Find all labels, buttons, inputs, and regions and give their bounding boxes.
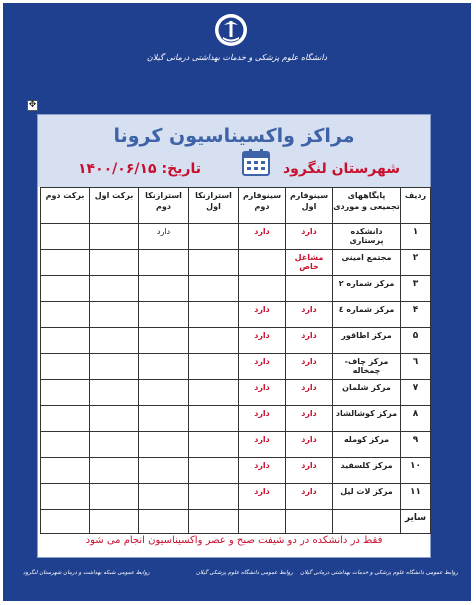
table-cell-idx: ٦ [401,354,431,380]
table-move-handle[interactable]: ✥ [28,100,37,110]
table-cell-astra2 [139,302,189,328]
table-cell-name: دانشکده پرستاری [333,224,401,250]
table-cell-sino2: دارد [239,432,286,458]
table-row [41,432,431,458]
table-row [41,380,431,406]
table-cell-name [333,510,401,534]
table-cell-name: مرکز شماره ۲ [333,276,401,302]
table-cell-astra1 [189,250,239,276]
date-label: تاریخ: ۱۴۰۰/۰۶/۱۵ [78,161,201,177]
table-cell-sino1: دارد [286,484,333,510]
column-header-astrazeneca-2: استرازنکا دوم [139,188,189,224]
table-cell-barekat1 [90,302,139,328]
table-cell-name: مرکز شلمان [333,380,401,406]
table-row [41,224,431,250]
footer-credit-right: روابط عمومی دانشگاه علوم پزشکی و خدمات بهداشتی درمانی گیلان [300,570,458,576]
table-cell-sino1 [286,510,333,534]
table-cell-sino1: دارد [286,406,333,432]
table-cell-barekat2 [41,510,90,534]
table-cell-sino1: دارد [286,380,333,406]
footer-credit-left: روابط عمومی شبکه بهداشت و درمان شهرستان لنگرود [23,570,150,576]
calendar-icon [241,147,271,177]
table-cell-name: مرکز چاف-چمخاله [333,354,401,380]
table-cell-barekat1 [90,484,139,510]
table-row [41,458,431,484]
column-header-centers: پایگاههای تجمیعی و موردی [333,188,401,224]
table-cell-astra2 [139,406,189,432]
table-cell-barekat1 [90,354,139,380]
table-cell-name: مرکز کومله [333,432,401,458]
table-cell-sino2: دارد [239,302,286,328]
table-cell-barekat2 [41,380,90,406]
table-cell-barekat2 [41,328,90,354]
table-cell-astra1 [189,276,239,302]
city-label: شهرستان لنگرود [283,161,400,177]
vaccination-centers-table [40,187,431,534]
table-cell-sino2: دارد [239,406,286,432]
table-cell-idx: ۸ [401,406,431,432]
university-logo-icon [214,13,248,47]
table-row [41,510,431,534]
table-cell-astra1 [189,302,239,328]
table-cell-astra2 [139,354,189,380]
column-header-sinopharm-1: سینوفارم اول [286,188,333,224]
table-cell-idx: ۵ [401,328,431,354]
table-cell-astra1 [189,510,239,534]
table-row [41,354,431,380]
table-cell-sino2: دارد [239,380,286,406]
table-header-row [41,188,431,224]
table-cell-astra2 [139,380,189,406]
table-cell-barekat2 [41,354,90,380]
table-cell-barekat2 [41,276,90,302]
table-cell-sino1: مشاغل خاص [286,250,333,276]
table-cell-idx: ۴ [401,302,431,328]
table-cell-name: مرکز کلسفید [333,458,401,484]
table-row [41,328,431,354]
table-cell-astra2 [139,276,189,302]
table-cell-sino1: دارد [286,328,333,354]
table-cell-idx: ۱۰ [401,458,431,484]
poster-sheet [37,114,431,558]
table-cell-idx: ۱۱ [401,484,431,510]
title-band [38,115,430,187]
table-cell-astra1 [189,432,239,458]
table-cell-astra1 [189,224,239,250]
table-cell-sino2 [239,510,286,534]
table-cell-astra2: دارد [139,224,189,250]
table-row [41,250,431,276]
table-cell-barekat1 [90,510,139,534]
table-cell-idx: ۷ [401,380,431,406]
table-body [41,224,431,534]
table-cell-astra2 [139,250,189,276]
table-row [41,484,431,510]
table-cell-astra2 [139,458,189,484]
university-name: دانشگاه علوم پزشکی و خدمات بهداشتی درمانی گیلان [146,53,328,62]
table-cell-barekat1 [90,406,139,432]
table-cell-idx: ۹ [401,432,431,458]
table-cell-barekat2 [41,250,90,276]
table-cell-barekat1 [90,224,139,250]
table-cell-name: مرکز اطاقور [333,328,401,354]
table-cell-sino1: دارد [286,458,333,484]
table-cell-astra2 [139,328,189,354]
table-cell-astra2 [139,432,189,458]
table-cell-sino2: دارد [239,484,286,510]
table-cell-barekat1 [90,380,139,406]
table-cell-astra2 [139,484,189,510]
table-cell-barekat1 [90,328,139,354]
column-header-barekat-2: برکت دوم [41,188,90,224]
table-cell-sino2: دارد [239,224,286,250]
column-header-row-number: ردیف [401,188,431,224]
footer-credit-middle: روابط عمومی دانشگاه علوم پزشکی گیلان [196,570,293,576]
table-cell-sino1 [286,276,333,302]
table-cell-barekat1 [90,250,139,276]
table-row [41,276,431,302]
column-header-barekat-1: برکت اول [90,188,139,224]
table-cell-idx: ۳ [401,276,431,302]
table-cell-barekat1 [90,432,139,458]
page-title: مراکز واکسیناسیون کرونا [113,125,355,147]
table-cell-astra2 [139,510,189,534]
table-cell-astra1 [189,354,239,380]
table-cell-name: مرکز کوشالشاد [333,406,401,432]
footnote: فقط در دانشکده در دو شیفت صبح و عصر واکسیناسیون انجام می شود [85,535,383,546]
table-cell-barekat2 [41,432,90,458]
table-cell-barekat2 [41,458,90,484]
table-cell-sino1: دارد [286,432,333,458]
table-cell-astra1 [189,328,239,354]
table-cell-sino2 [239,276,286,302]
table-cell-barekat2 [41,484,90,510]
table-cell-name: مرکز شماره ٤ [333,302,401,328]
table-row [41,406,431,432]
table-cell-sino1: دارد [286,302,333,328]
table-cell-barekat2 [41,224,90,250]
column-header-sinopharm-2: سینوفارم دوم [239,188,286,224]
table-cell-idx: سایر [401,510,431,534]
table-cell-sino2: دارد [239,328,286,354]
table-cell-astra1 [189,406,239,432]
table-cell-idx: ۲ [401,250,431,276]
table-row [41,302,431,328]
table-cell-sino1: دارد [286,224,333,250]
table-cell-astra1 [189,458,239,484]
table-cell-sino2 [239,250,286,276]
column-header-astrazeneca-1: استرازنکا اول [189,188,239,224]
table-cell-barekat1 [90,276,139,302]
table-cell-sino1: دارد [286,354,333,380]
table-cell-name: مجتمع امینی [333,250,401,276]
table-cell-barekat2 [41,406,90,432]
table-cell-name: مرکز لات لیل [333,484,401,510]
table-cell-barekat1 [90,458,139,484]
table-cell-sino2: دارد [239,458,286,484]
table-cell-astra1 [189,380,239,406]
table-cell-idx: ۱ [401,224,431,250]
table-cell-sino2: دارد [239,354,286,380]
table-cell-astra1 [189,484,239,510]
table-cell-barekat2 [41,302,90,328]
